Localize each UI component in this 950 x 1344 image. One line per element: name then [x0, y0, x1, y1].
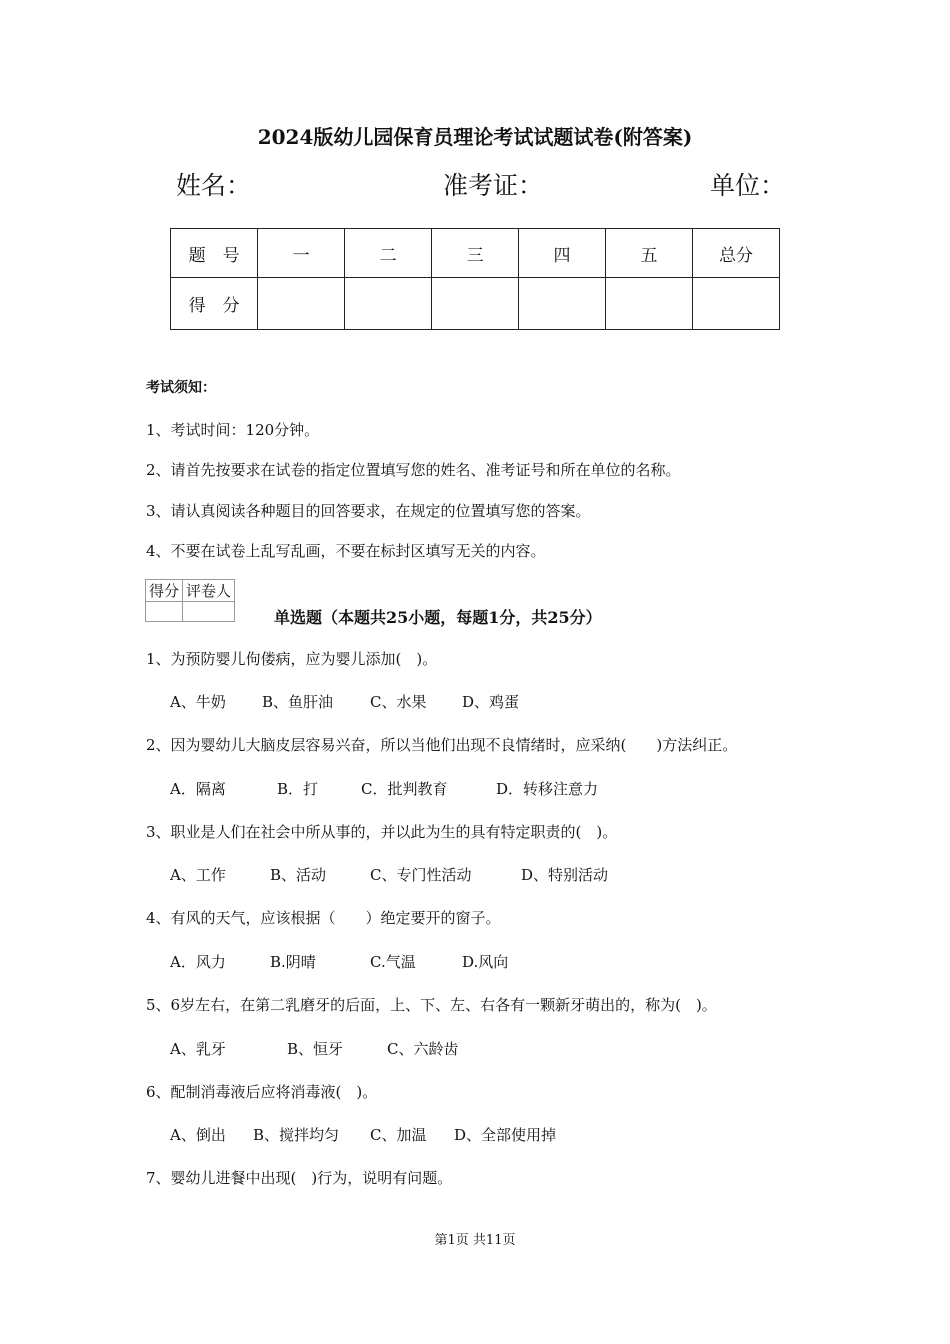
question-stem: 1、为预防婴儿佝偻病，应为婴儿添加( )。 [146, 650, 438, 668]
notice-item: 4、不要在试卷上乱写乱画，不要在标封区填写无关的内容。 [146, 542, 546, 560]
option[interactable]: C、六龄齿 [387, 1040, 459, 1058]
score-cell-total[interactable] [692, 278, 779, 330]
score-table-header-label: 题 号 [171, 229, 258, 278]
score-table-col-1: 一 [258, 229, 345, 278]
option[interactable]: B、恒牙 [287, 1040, 344, 1058]
notice-item: 2、请首先按要求在试卷的指定位置填写您的姓名、准考证号和所在单位的名称。 [146, 461, 681, 479]
exam-number-label: 准考证： [443, 171, 544, 200]
score-cell-4[interactable] [519, 278, 606, 330]
question-stem: 2、因为婴幼儿大脑皮层容易兴奋，所以当他们出现不良情绪时，应采纳( )方法纠正。 [146, 736, 738, 754]
section-title: 单选题（本题共25小题，每题1分，共25分） [274, 608, 602, 627]
score-table-col-total: 总分 [692, 229, 779, 278]
grader-table [145, 579, 235, 622]
grader-name-cell[interactable] [183, 602, 235, 622]
score-table-header-row [171, 229, 780, 278]
score-cell-5[interactable] [606, 278, 693, 330]
score-table-score-label: 得 分 [171, 278, 258, 330]
option[interactable]: D、特别活动 [521, 866, 609, 884]
score-table-col-2: 二 [345, 229, 432, 278]
option[interactable]: C、加温 [370, 1126, 427, 1144]
page-title: 2024版幼儿园保育员理论考试试题试卷(附答案) [257, 125, 693, 149]
option[interactable]: A、倒出 [170, 1126, 226, 1144]
page-footer: 第1页 共11页 [434, 1233, 516, 1248]
question-stem: 6、配制消毒液后应将消毒液( )。 [146, 1083, 378, 1101]
notice-heading: 考试须知： [146, 380, 216, 396]
score-table [170, 228, 780, 330]
option[interactable]: D、鸡蛋 [462, 693, 520, 711]
option[interactable]: C．批判教育 [361, 780, 448, 798]
option[interactable]: B．打 [277, 780, 319, 798]
option[interactable]: A、工作 [170, 866, 226, 884]
option[interactable]: A、乳牙 [170, 1040, 226, 1058]
option[interactable]: A．风力 [170, 953, 226, 971]
grader-score-cell[interactable] [146, 602, 183, 622]
option[interactable]: B、搅拌均匀 [253, 1126, 340, 1144]
score-table-col-3: 三 [432, 229, 519, 278]
notice-item: 3、请认真阅读各种题目的回答要求，在规定的位置填写您的答案。 [146, 502, 591, 520]
option[interactable]: B.阴晴 [270, 953, 316, 971]
option[interactable]: C、水果 [370, 693, 427, 711]
score-table-score-row [171, 278, 780, 330]
grader-score-label: 得分 [146, 580, 183, 602]
score-table-col-5: 五 [606, 229, 693, 278]
option[interactable]: D、全部使用掉 [454, 1126, 557, 1144]
question-stem: 3、职业是人们在社会中所从事的，并以此为生的具有特定职责的( )。 [146, 823, 618, 841]
option[interactable]: C、专门性活动 [370, 866, 472, 884]
score-cell-3[interactable] [432, 278, 519, 330]
option[interactable]: A、牛奶 [170, 693, 226, 711]
notice-item: 1、考试时间：120分钟。 [146, 421, 320, 439]
option[interactable]: D.风向 [462, 953, 509, 971]
score-cell-2[interactable] [345, 278, 432, 330]
score-table-col-4: 四 [519, 229, 606, 278]
option[interactable]: D．转移注意力 [496, 780, 599, 798]
score-cell-1[interactable] [258, 278, 345, 330]
option[interactable]: C.气温 [370, 953, 416, 971]
name-label: 姓名： [176, 171, 252, 200]
option[interactable]: B、鱼肝油 [262, 693, 334, 711]
option[interactable]: A．隔离 [170, 780, 226, 798]
question-stem: 4、有风的天气，应该根据（ ）绝定要开的窗子。 [146, 909, 501, 927]
question-stem: 5、6岁左右，在第二乳磨牙的后面，上、下、左、右各有一颗新牙萌出的，称为( )。 [146, 996, 717, 1014]
grader-name-label: 评卷人 [183, 580, 235, 602]
option[interactable]: B、活动 [270, 866, 327, 884]
unit-label: 单位： [710, 171, 786, 200]
question-stem: 7、婴幼儿进餐中出现( )行为，说明有问题。 [146, 1169, 453, 1187]
